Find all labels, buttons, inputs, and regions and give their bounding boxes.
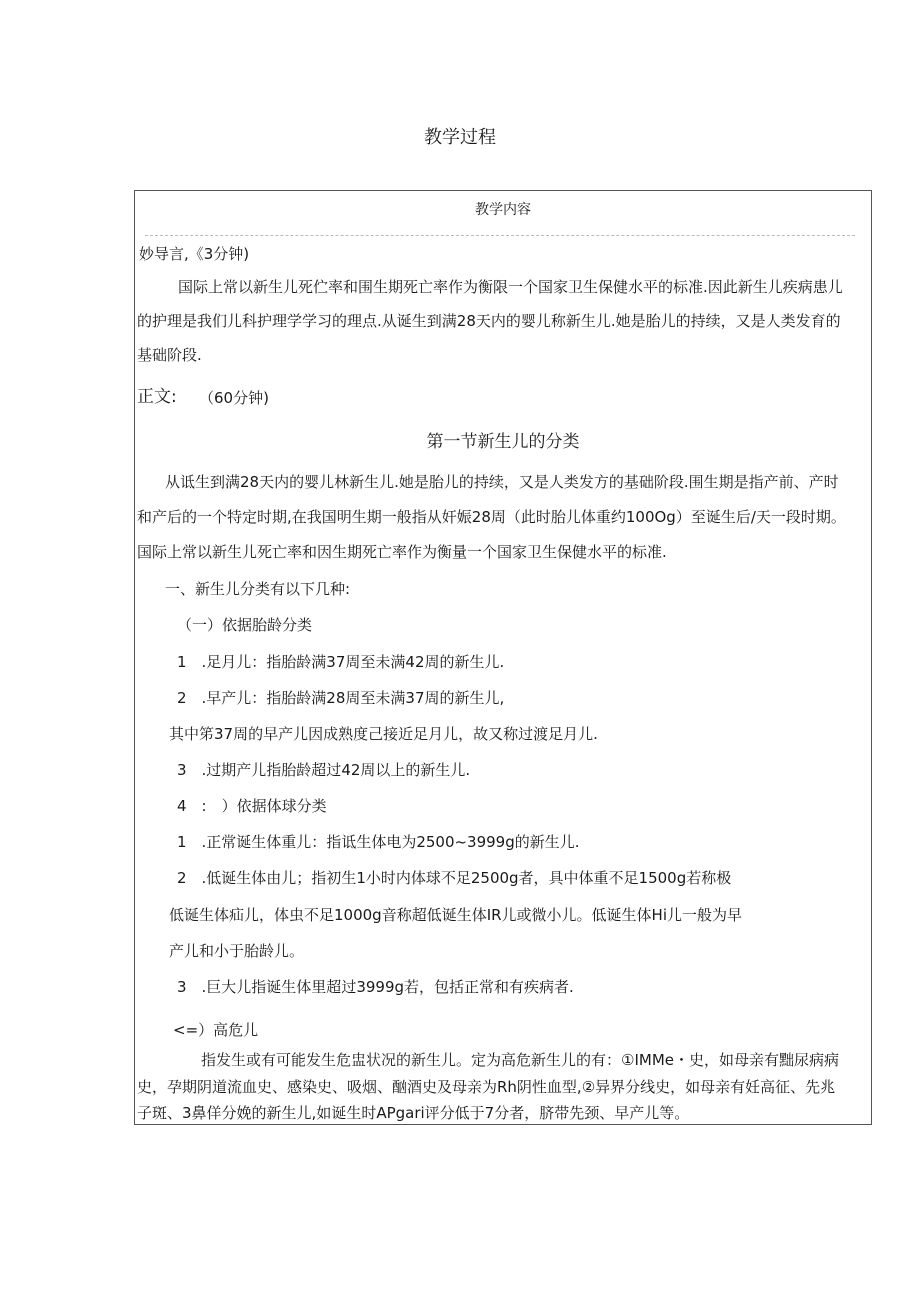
body-label: 正文:	[137, 387, 177, 407]
item-line: <=）高危儿	[173, 1021, 259, 1039]
item-line: 产儿和小于胎龄儿。	[169, 942, 305, 960]
intro-heading: 妙导言,《3分钟)	[139, 245, 250, 263]
para-line-2: 和产后的一个特定时期,在我国明生期一般指从奸娠28周（此时胎儿体重约100Og）至诞生后/天一段时期。	[137, 508, 846, 526]
item-line: 2 .低诞生体由儿；指初生1小时内体球不足2500g者，具中体重不足1500g若称极	[177, 869, 732, 887]
item-line: 子斑、3鼻佯分娩的新生儿,如诞生时APgari评分低于7分者，脐带先颈、早产儿等。	[137, 1104, 690, 1122]
item-line: 3 .过期产儿指胎龄超过42周以上的新生儿.	[177, 761, 471, 779]
item-line: 4 : ）依据体球分类	[177, 797, 327, 815]
item-line: 1 .足月儿：指胎龄满37周至未满42周的新生儿.	[177, 653, 505, 671]
item-line: 低诞生体疝儿，体虫不足1000g音称超低诞生体IR儿或微小儿。低诞生体Hi儿一般为早	[169, 906, 742, 924]
item-line: （一）依据胎龄分类	[177, 616, 313, 634]
item-line: 3 .巨大儿指诞生体里超过3999g若，包括正常和有疾病者.	[177, 978, 574, 996]
box-header: 教学内容	[475, 202, 531, 218]
item-line: 1 .正常诞生体重儿：指诋生体电为2500~3999g的新生儿.	[177, 833, 580, 851]
item-line: 指发生或有可能发生危盅状况的新生儿。定为高危新生儿的有：①IMMe・史，如母亲有黜尿病病	[201, 1051, 839, 1069]
item-line: 2 .早产儿：指胎龄满28周至未满37周的新生儿,	[177, 689, 505, 707]
para-line-3: 国际上常以新生儿死亡率和因生期死亡率作为衡量一个国家卫生保健水平的标准.	[137, 543, 667, 561]
body-time: （60分钟)	[199, 389, 269, 407]
page-title: 教学过程	[424, 127, 496, 148]
item-line: 其中笫37周的早产儿因成熟度己接近足月儿，故又称过渡足月儿.	[169, 725, 598, 743]
item-line: 史，孕期阴道流血史、感染史、吸烟、酗酒史及母亲为Rh阴性血型,②异界分线史，如母亲有妊高征、先兆	[137, 1078, 836, 1096]
item-line: 一、新生儿分类有以下几种:	[165, 580, 351, 598]
intro-line-2: 的护理是我们儿科护理学学习的理点.从诞生到满28天内的婴儿称新生儿.她是胎儿的持续，又是人类发育的	[137, 312, 841, 330]
para-line-1: 从诋生到满28天内的婴儿林新生儿.她是胎儿的持续，又是人类发方的基础阶段.围生期是指产前、产时	[165, 473, 839, 491]
intro-line-1: 国际上常以新生儿死伫率和围生期死亡率作为衡限一个国家卫生保健水平的标准.因此新生儿疾病患儿	[178, 278, 843, 296]
header-divider	[145, 235, 855, 236]
section-title: 第一节新生儿的分类	[426, 432, 580, 452]
intro-line-3: 基础阶段.	[137, 346, 202, 364]
content-box	[134, 190, 872, 1125]
